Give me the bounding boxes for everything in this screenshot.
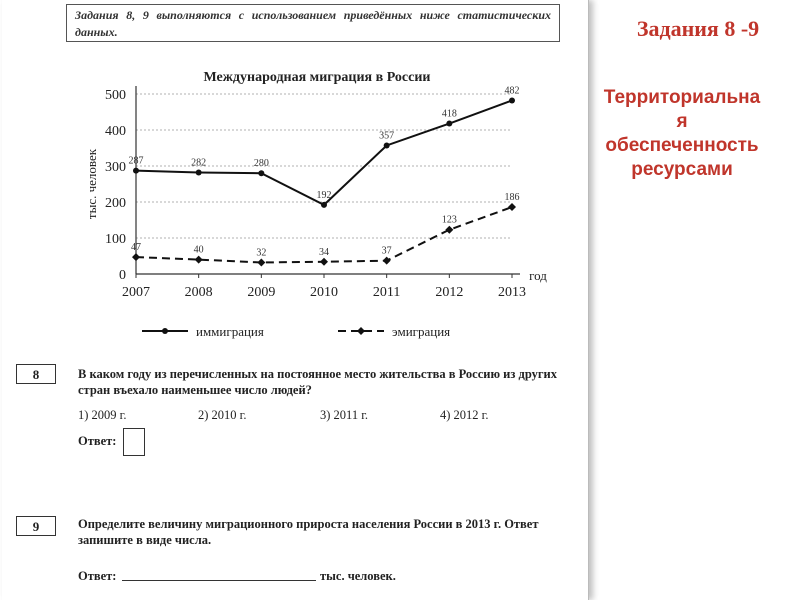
- data-label: 37: [381, 245, 392, 257]
- legend-label: иммиграция: [196, 324, 264, 339]
- x-tick-label: 2012: [435, 285, 464, 300]
- question-9-answer-label: Ответ:: [78, 569, 117, 583]
- data-point: [196, 169, 202, 175]
- slide-subtitle: [566, 86, 798, 182]
- data-label: 32: [256, 247, 267, 259]
- data-label: 186: [504, 192, 520, 204]
- worksheet-page: [2, 0, 589, 600]
- data-label: 482: [504, 85, 520, 97]
- y-axis-label: тыс. человек: [84, 148, 99, 220]
- question-8-option-1[interactable]: 1) 2009 г.: [78, 408, 127, 422]
- y-tick-label: 0: [119, 268, 126, 283]
- x-tick-label: 2011: [372, 285, 401, 300]
- question-9-number: 9: [16, 516, 56, 536]
- x-tick-label: 2013: [498, 285, 526, 300]
- data-label: 47: [131, 242, 141, 254]
- x-tick-label: 2008: [184, 285, 213, 300]
- data-point: [509, 97, 515, 103]
- data-point: [508, 203, 516, 211]
- data-point: [257, 258, 265, 266]
- question-9-text: Определите величину миграционного прироста населения России в 2013 г. Ответ запишите в виде числа.: [78, 517, 539, 547]
- y-tick-label: 200: [105, 196, 126, 211]
- question-8-text: В каком году из перечисленных на постоянное место жительства в Россию из других стран въехало наименьшее число людей?: [78, 367, 557, 397]
- chart-title: Международная миграция в России: [203, 70, 431, 85]
- migration-line-chart: [2, 0, 588, 350]
- question-8-answer-field[interactable]: [123, 428, 145, 456]
- legend-label: эмиграция: [392, 324, 451, 339]
- data-point: [195, 256, 203, 264]
- data-label: 282: [191, 157, 207, 169]
- slide-subtitle-line: обеспеченность: [605, 135, 759, 156]
- data-label: 280: [253, 158, 269, 170]
- intro-instructions: Задания 8, 9 выполняются с использованием приведённых ниже статистических данных.: [66, 4, 560, 42]
- question-8-option-2[interactable]: 2) 2010 г.: [198, 408, 247, 422]
- slide-subtitle-line: Территориальна: [603, 87, 761, 108]
- data-label: 123: [441, 214, 457, 226]
- data-point: [320, 258, 328, 266]
- data-label: 40: [193, 244, 204, 256]
- data-point: [133, 168, 139, 174]
- data-point: [384, 142, 390, 148]
- question-8-number: 8: [16, 364, 56, 384]
- x-axis-label: год: [529, 268, 547, 283]
- data-label: 287: [128, 155, 144, 167]
- slide-subtitle-line: ресурсами: [631, 159, 733, 180]
- y-tick-label: 100: [105, 232, 126, 247]
- data-point: [445, 226, 453, 234]
- question-8-option-4[interactable]: 4) 2012 г.: [440, 408, 489, 422]
- data-label: 418: [441, 108, 457, 120]
- x-tick-label: 2009: [247, 285, 276, 300]
- legend-marker: [162, 328, 168, 334]
- question-8-answer-label: Ответ:: [78, 434, 117, 448]
- x-tick-label: 2010: [310, 285, 338, 300]
- question-8-option-3[interactable]: 3) 2011 г.: [320, 408, 369, 422]
- data-point: [321, 202, 327, 208]
- data-label: 357: [379, 130, 395, 142]
- data-label: 34: [319, 246, 329, 258]
- slide-title: Задания 8 -9: [636, 16, 760, 41]
- slide-subtitle-line: я: [676, 111, 688, 132]
- legend-marker: [357, 327, 365, 335]
- y-tick-label: 500: [105, 88, 126, 103]
- data-label: 192: [316, 189, 332, 201]
- data-point: [258, 170, 264, 176]
- data-point: [383, 257, 391, 265]
- question-9-answer-field[interactable]: [122, 580, 316, 581]
- y-tick-label: 400: [105, 124, 126, 139]
- x-tick-label: 2007: [122, 285, 150, 300]
- data-point: [132, 253, 140, 261]
- data-point: [446, 121, 452, 127]
- y-tick-label: 300: [105, 160, 126, 175]
- question-9-unit: тыс. человек.: [320, 569, 396, 583]
